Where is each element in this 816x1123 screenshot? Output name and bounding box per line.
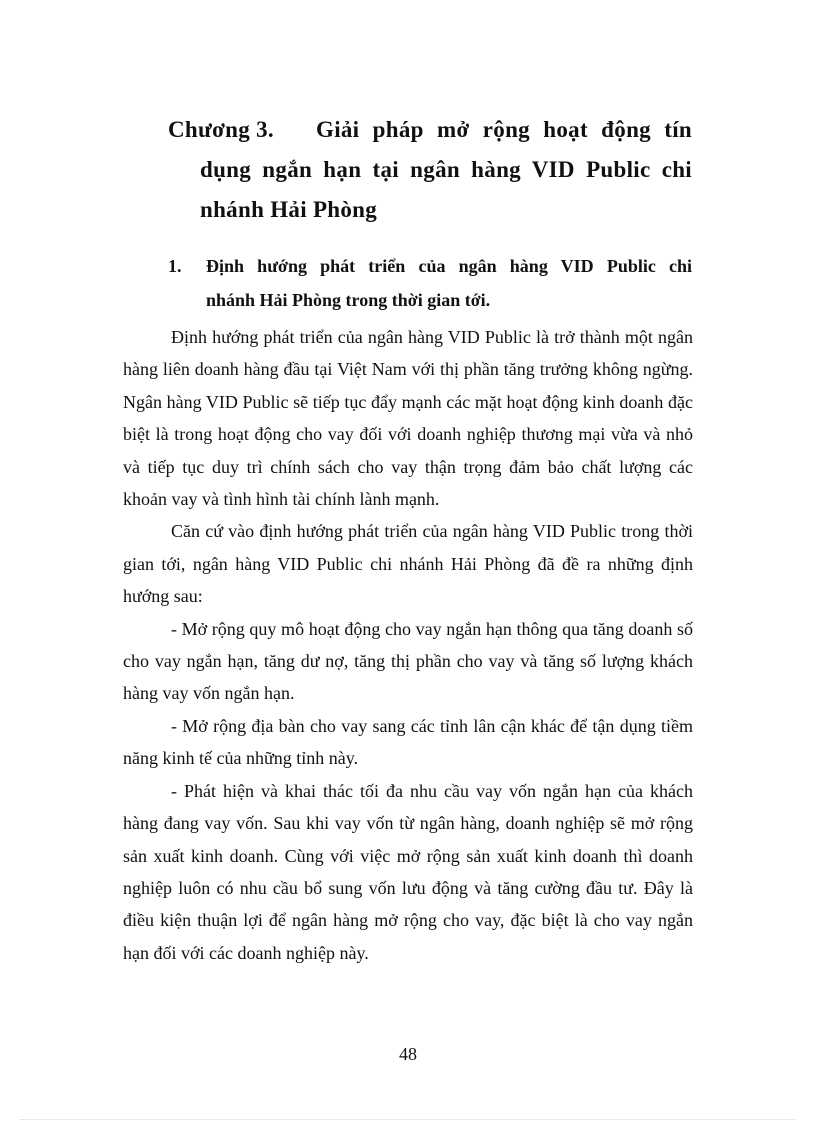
section-number: 1.: [168, 256, 182, 276]
section-title-part-2: nhánh Hải Phòng trong thời gian tới.: [206, 290, 491, 310]
body-text: [123, 321, 693, 969]
page-number: 48: [399, 1044, 417, 1064]
paragraph-3: - Mở rộng quy mô hoạt động cho vay ngắn hạn thông qua tăng doanh số cho vay ngắn hạn, tăng dư nợ, tăng thị phần cho vay và tăng số lượng khách hàng vay vốn ngắn hạn.: [123, 618, 693, 704]
chapter-title-part-3: nhánh Hải Phòng: [200, 197, 378, 222]
page-bottom-divider: [20, 1119, 796, 1120]
section-heading: [168, 249, 692, 317]
chapter-heading: [168, 110, 692, 230]
chapter-number: Chương 3.: [168, 117, 274, 142]
chapter-title-part-2: dụng ngắn hạn tại ngân hàng VID Public chi: [200, 157, 692, 182]
paragraph-2: Căn cứ vào định hướng phát triển của ngân hàng VID Public trong thời gian tới, ngân hàng VID Public chi nhánh Hải Phòng đã đề ra những định hướng sau:: [123, 521, 693, 607]
section-heading-line-1: [168, 249, 692, 283]
chapter-heading-line-1: [168, 110, 692, 150]
paragraph-5: - Phát hiện và khai thác tối đa nhu cầu vay vốn ngắn hạn của khách hàng đang vay vốn. Sau khi vay vốn từ ngân hàng, doanh nghiệp sẽ mở rộng sản xuất kinh doanh. Cùng với việc mở rộng sản xuất kinh doanh thì doanh nghiệp luôn có nhu cầu bổ sung vốn lưu động và tăng cường đầu tư. Đây là điều kiện thuận lợi để ngân hàng mở rộng cho vay, đặc biệt là cho vay ngắn hạn đối với các doanh nghiệp này.: [123, 780, 693, 963]
chapter-title-part-1: Giải pháp mở rộng hoạt động tín: [316, 117, 692, 142]
paragraph-1: Định hướng phát triển của ngân hàng VID Public là trở thành một ngân hàng liên doanh hàng đầu tại Việt Nam với thị phần tăng trưởng không ngừng. Ngân hàng VID Public sẽ tiếp tục đẩy mạnh các mặt hoạt động kinh doanh đặc biệt là trong hoạt động cho vay đối với doanh nghiệp thương mại vừa và nhỏ và tiếp tục duy trì chính sách cho vay thận trọng đảm bảo chất lượng các khoản vay và tình hình tài chính lành mạnh.: [123, 327, 693, 510]
paragraph-4: - Mở rộng địa bàn cho vay sang các tỉnh lân cận khác để tận dụng tiềm năng kinh tế của những tỉnh này.: [123, 715, 693, 769]
section-title-part-1: Định hướng phát triển của ngân hàng VID Public chi: [206, 256, 692, 276]
